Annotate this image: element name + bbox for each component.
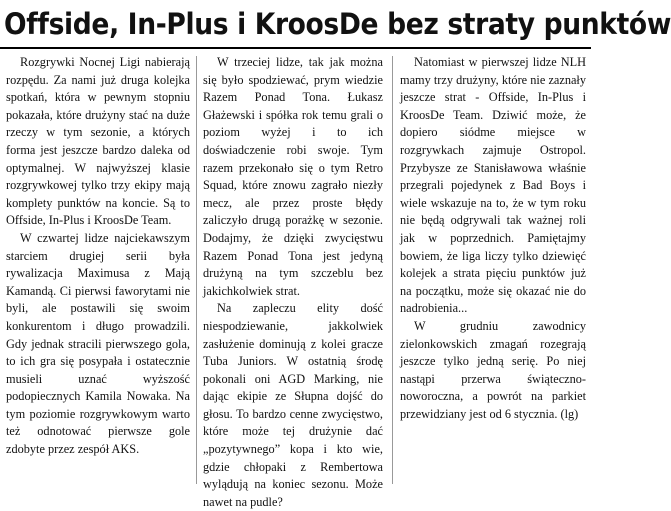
headline-rule: [0, 47, 591, 49]
article-column-2: [203, 54, 383, 509]
article-headline: Offside, In-Plus i KroosDe bez straty punktów: [4, 7, 671, 41]
article-paragraph: W grudniu zawodnicy zielonkowskich zmagań rozegrają jeszcze tylko jedną serię. Po niej nastąpi przerwa świąteczno-noworoczna, a powrót na parkiet przewidziany jest od 6 stycznia. (lg): [400, 318, 586, 421]
article-paragraph: Na zapleczu elity dość niespodziewanie, jakkolwiek zasłużenie dominują z kolei gracze Tuba Juniors. W ostatnią środę pokonali oni AGD Marking, nie dając ekipie ze Słupna dojść do głosu. To bardzo cenne zwycięstwo, które może tej drużynie dać „pozytywnego” kopa i kto wie, gdzie chłopaki z Rembertowa wylądują na koniec sezonu. Może nawet na pudle?: [203, 301, 383, 509]
article-paragraph: W czwartej lidze najciekawszym starciem drugiej serii była rywalizacja Maximusa z Mają Kamandą. Ci pierwsi faworytami nie byli, ale postawili się swoim konkurentom i długo prowadzili. Gdy jednak stracili pierwszego gola, to ich gra się posypała i ostatecznie musieli uznać wyższość podopiecznych Kamila Nowaka. Na tym poziomie rozgrywkowym warto też odnotować pierwsze gole zdobyte przez zespół AKS.: [6, 230, 190, 457]
article-paragraph: Natomiast w pierwszej lidze NLH mamy trzy drużyny, które nie zaznały jeszcze strat - Offside, In-Plus i KroosDe Team. Dziwić może, że dopiero siódme miejsce w rozgrywkach zajmuje Ostropol. Przybysze ze Stanisławowa właśnie przegrali pojedynek z Bad Boys i wiele wskazuje na to, że w tym roku nie będą odgrywali tak ważnej roli jak w poprzednich. Pamiętajmy bowiem, że liga liczy tylko dziewięć kolejek a strata pięciu punktów już na początku, może się okazać nie do nadrobienia...: [400, 55, 586, 316]
article-column-3: [400, 54, 586, 486]
article-column-1: [6, 54, 190, 486]
article-paragraph: W trzeciej lidze, tak jak można się było spodziewać, prym wiedzie Razem Ponad Tona. Łukasz Głażewski i spółka rok temu grali o poziom wyżej i to ich doświadczenie robi swoje. Tym razem przekonało się o tym Retro Squad, które znowu zagrało niezły mecz, ale przez proste błędy zaliczyło drugą porażkę w sezonie. Dodajmy, że dzięki zwycięstwu Razem Ponad Tona jest jedyną drużyną na tym szczeblu bez jakichkolwiek strat.: [203, 55, 383, 298]
column-divider: [196, 56, 197, 484]
article-paragraph: Rozgrywki Nocnej Ligi nabierają rozpędu. Za nami już druga kolejka spotkań, która w pewnym stopniu pokazała, które drużyny stać na duże rzeczy w tym sezonie, a których forma jest jeszcze bardzo daleka od optymalnej. W najwyższej klasie rozgrywkowej tylko trzy ekipy mają komplety punktów na koncie. Są to Offside, In-Plus i KroosDe Team.: [6, 55, 190, 228]
column-divider: [392, 56, 393, 484]
